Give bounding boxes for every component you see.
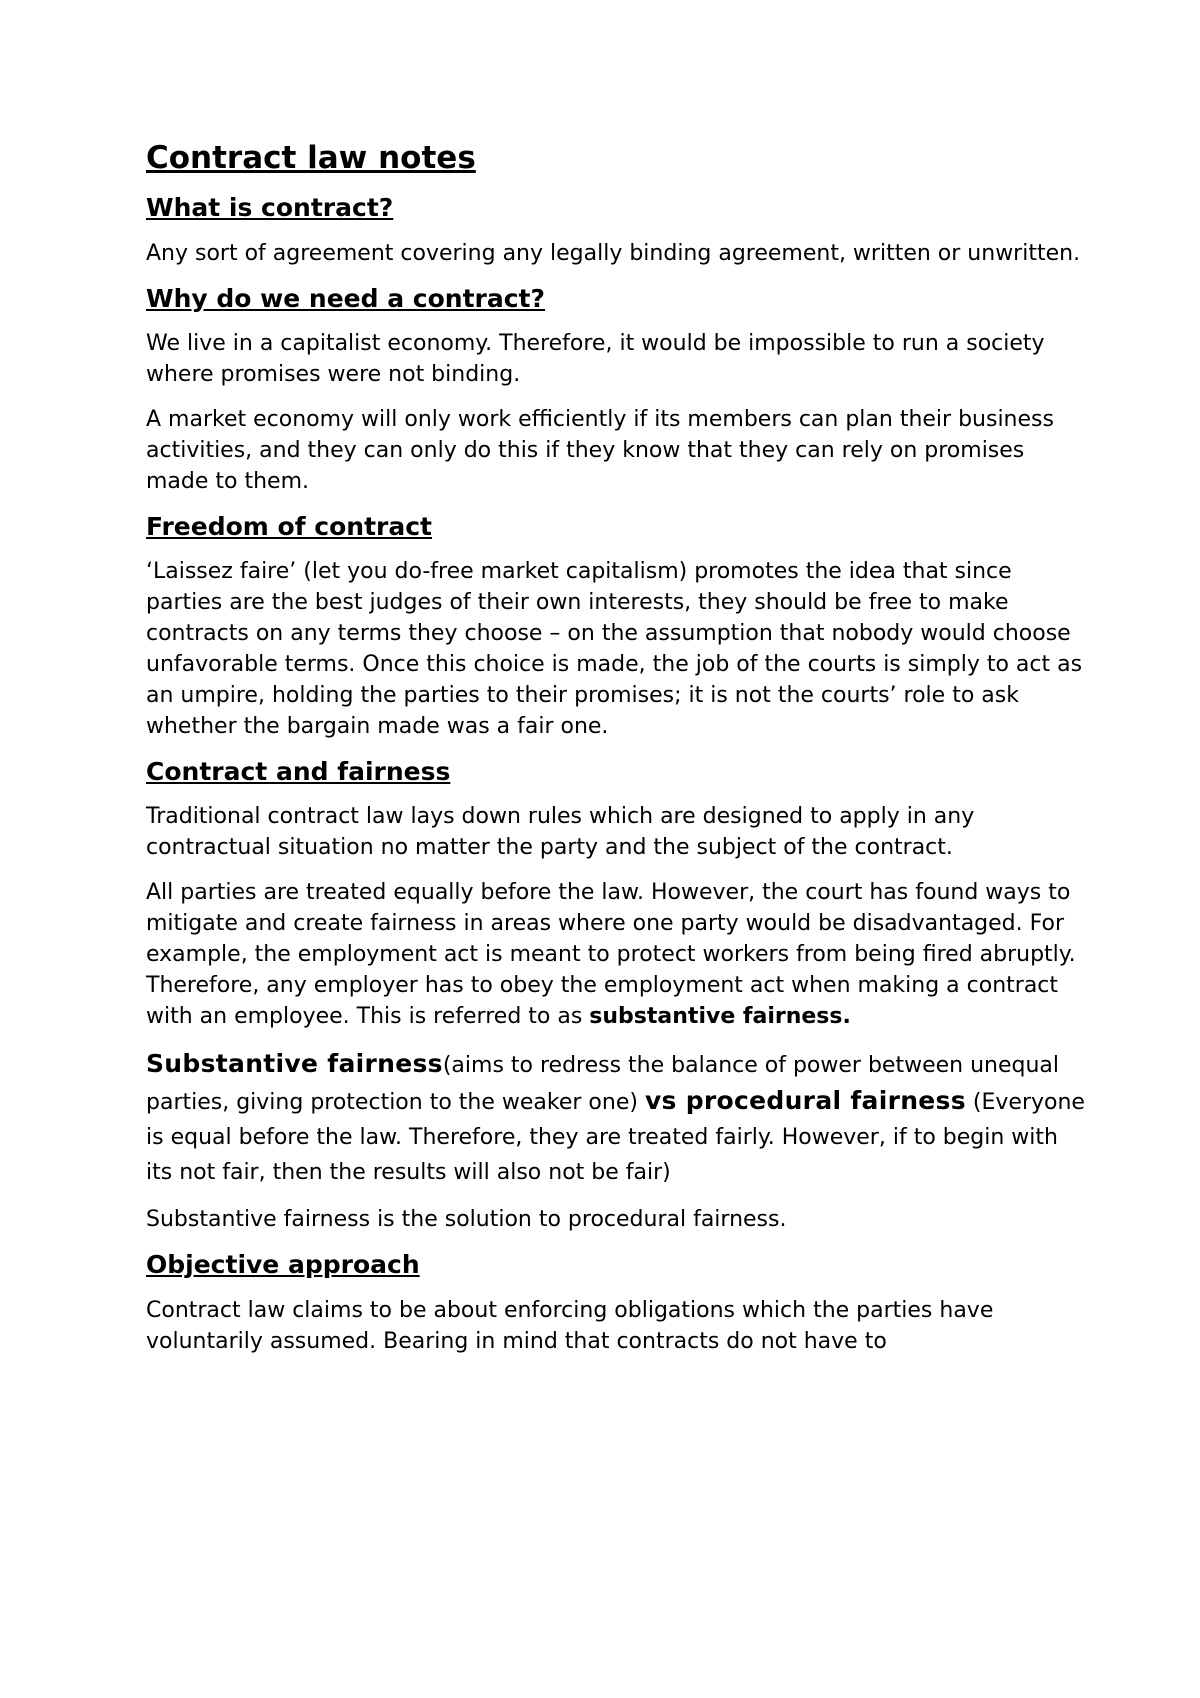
paragraph-substantive-vs-procedural	[146, 1046, 1086, 1190]
heading-what-is-contract: What is contract?	[146, 193, 394, 223]
heading-freedom-of-contract: Freedom of contract	[146, 511, 433, 541]
paragraph-solution: Substantive fairness is the solution to procedural fairness.	[146, 1207, 787, 1233]
paragraph-equal-before-law	[146, 877, 1086, 1032]
paragraph-capitalist-economy: We live in a capitalist economy. Therefore, it would be impossible to run a society where promises were not binding.	[146, 330, 1045, 387]
substantive-fairness-description: (aims to redress the balance of power between unequal parties, giving protection to the weaker one)	[146, 1053, 1060, 1116]
paragraph-equal-before-law-text: All parties are treated equally before the law. However, the court has found ways to mitigate and create fairness in areas where one party would be disadvantaged. For example, the employment act is meant to protect workers from being fired abruptly. Therefore, any employer has to obey the employment act when making a contract with an employee. This is referred to as	[146, 880, 1076, 1030]
term-procedural-fairness-large: vs procedural fairness	[644, 1086, 966, 1116]
paragraph-traditional-contract-law: Traditional contract law lays down rules which are designed to apply in any contractual situation no matter the party and the subject of the contract.	[146, 804, 975, 861]
paragraph-objective-approach: Contract law claims to be about enforcing obligations which the parties have voluntarily assumed. Bearing in mind that contracts do not have to	[146, 1297, 994, 1354]
procedural-fairness-description: (Everyone is equal before the law. Therefore, they are treated fairly. However, if to begin with its not fair, then the results will also not be fair)	[146, 1090, 1085, 1186]
heading-why-contract-text: Why do we need a contract	[146, 283, 531, 313]
document-content	[146, 138, 1086, 1371]
heading-why-contract-suffix: ?	[530, 283, 546, 313]
document-title: Contract law notes	[146, 140, 476, 176]
paragraph-laissez-faire: ‘Laissez faire’ (let you do-free market capitalism) promotes the idea that since parties are the best judges of their own interests, they should be free to make contracts on any terms they choose – on the assumption that nobody would choose unfavorable terms. Once this choice is made, the job of the courts is simply to act as an umpire, holding the parties to their promises; it is not the courts’ role to ask whether the bargain made was a fair one.	[146, 559, 1083, 740]
heading-objective-approach: Objective approach	[146, 1250, 420, 1280]
term-substantive-fairness-large: Substantive fairness	[146, 1049, 443, 1079]
paragraph-what-is-contract: Any sort of agreement covering any legally binding agreement, written or unwritten.	[146, 240, 1081, 266]
paragraph-market-economy: A market economy will only work efficiently if its members can plan their business activities, and they can only do this if they know that they can rely on promises made to them.	[146, 406, 1054, 494]
heading-contract-and-fairness: Contract and fairness	[146, 757, 451, 787]
term-substantive-fairness: substantive fairness.	[589, 1004, 851, 1030]
heading-why-contract	[146, 283, 1086, 314]
